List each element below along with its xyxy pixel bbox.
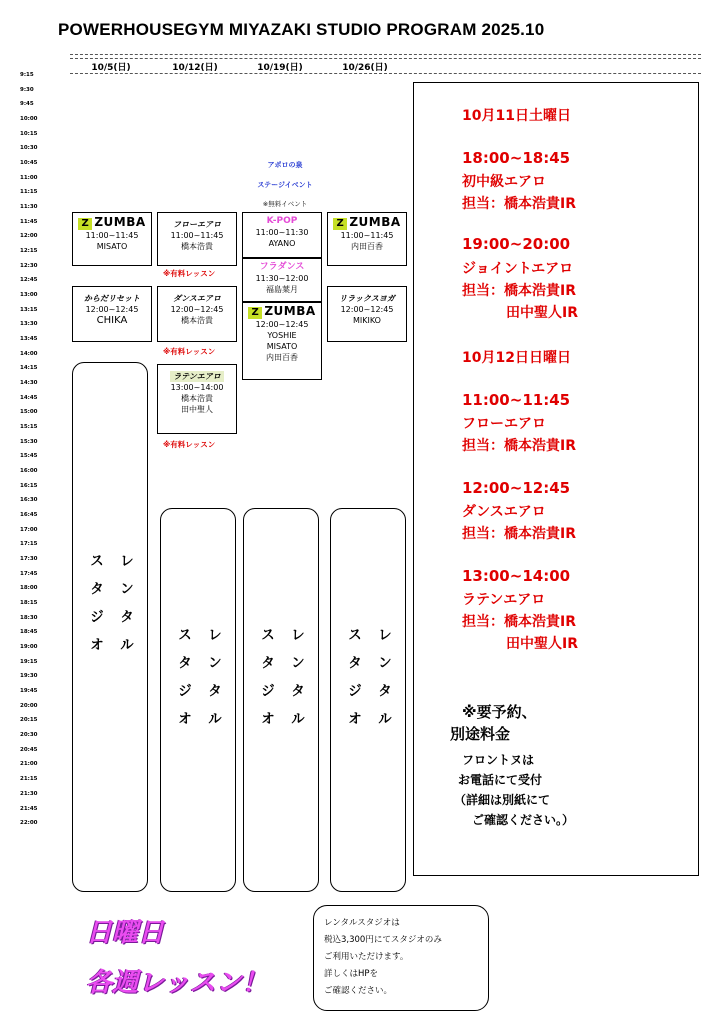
class-instructor: 内田百香 bbox=[266, 353, 298, 362]
time-label: 12:00 bbox=[20, 233, 38, 240]
rental-studio-block[interactable] bbox=[243, 508, 319, 892]
time-label: 15:15 bbox=[20, 424, 38, 431]
class-instructor: YOSHIE bbox=[267, 331, 297, 340]
class-time: 12:00~12:45 bbox=[85, 305, 139, 314]
divider bbox=[70, 54, 701, 55]
rental-studio-label: レンタル スタジオ bbox=[346, 627, 392, 739]
time-label: 19:45 bbox=[20, 688, 38, 695]
time-label: 13:00 bbox=[20, 292, 38, 299]
class-time: 11:00~11:30 bbox=[255, 228, 309, 237]
class-name: リラックスヨガ bbox=[339, 294, 395, 303]
zumba-logo: Z ZUMBA bbox=[328, 217, 406, 230]
reservation-note: （詳細は別紙にて bbox=[454, 793, 551, 807]
notice-panel bbox=[413, 82, 699, 876]
notice-class: 初中級エアロ bbox=[462, 174, 546, 190]
date-header: 10/12(日) bbox=[172, 63, 218, 73]
class-instructor: MIKIKO bbox=[353, 316, 381, 325]
class-instructor: 福島葉月 bbox=[266, 285, 298, 294]
time-label: 14:15 bbox=[20, 365, 38, 372]
time-label: 20:00 bbox=[20, 702, 38, 709]
class-instructor: 内田百香 bbox=[351, 242, 383, 251]
class-card-zumba[interactable] bbox=[327, 212, 407, 266]
class-time: 11:30~12:00 bbox=[255, 274, 309, 283]
rental-studio-label: レンタル スタジオ bbox=[176, 627, 222, 739]
class-name: フラダンス bbox=[259, 262, 305, 272]
class-time: 12:00~12:45 bbox=[255, 320, 309, 329]
class-card-zumba[interactable] bbox=[242, 302, 322, 380]
notice-staff: 担当：橋本浩貴IR bbox=[462, 526, 576, 542]
notice-staff: 担当：橋本浩貴IR bbox=[462, 438, 576, 454]
class-time: 11:00~11:45 bbox=[340, 231, 394, 240]
time-label: 12:15 bbox=[20, 248, 38, 255]
rental-studio-block[interactable] bbox=[160, 508, 236, 892]
class-name: ラテンエアロ bbox=[170, 371, 224, 382]
rental-studio-label: レンタル スタジオ bbox=[88, 553, 134, 665]
time-label: 10:45 bbox=[20, 160, 38, 167]
rental-studio-block[interactable] bbox=[330, 508, 406, 892]
time-label: 17:15 bbox=[20, 541, 38, 548]
rental-info-line: 詳しくはHPを bbox=[324, 969, 379, 979]
time-label: 16:00 bbox=[20, 468, 38, 475]
class-card-relax-yoga[interactable] bbox=[327, 286, 407, 342]
time-label: 14:00 bbox=[20, 350, 38, 357]
zumba-logo: Z ZUMBA bbox=[243, 306, 321, 319]
date-header: 10/26(日) bbox=[342, 63, 388, 73]
time-label: 9:45 bbox=[20, 101, 34, 108]
notice-time: 13:00~14:00 bbox=[462, 567, 571, 585]
time-label: 21:00 bbox=[20, 761, 38, 768]
class-time: 13:00~14:00 bbox=[170, 383, 224, 392]
class-time: 12:00~12:45 bbox=[340, 305, 394, 314]
time-label: 16:30 bbox=[20, 497, 38, 504]
rental-info-line: レンタルスタジオは bbox=[324, 918, 400, 928]
rental-info-line: ご確認ください。 bbox=[324, 986, 393, 996]
notice-staff: 担当：橋本浩貴IR bbox=[462, 614, 576, 630]
rental-info-box bbox=[313, 905, 489, 1011]
rental-studio-block[interactable] bbox=[72, 362, 148, 892]
notice-class: ラテンエアロ bbox=[462, 592, 546, 608]
notice-class: フローエアロ bbox=[462, 416, 546, 432]
class-card-zumba[interactable] bbox=[72, 212, 152, 266]
notice-staff: 担当：橋本浩貴IR bbox=[462, 283, 576, 299]
sunday-banner: 日曜日 bbox=[86, 918, 165, 948]
zumba-logo: Z ZUMBA bbox=[73, 217, 151, 230]
class-card-flow-aero[interactable] bbox=[157, 212, 237, 266]
reservation-note: ※要予約、 bbox=[462, 703, 537, 721]
page-title: POWERHOUSEGYM MIYAZAKI STUDIO PROGRAM 2025.10 bbox=[58, 20, 545, 39]
time-label: 21:30 bbox=[20, 790, 38, 797]
reservation-note: 別途料金 bbox=[450, 725, 511, 743]
class-instructor: CHIKA bbox=[96, 315, 128, 326]
time-label: 14:45 bbox=[20, 394, 38, 401]
class-instructor: 橋本浩貴 bbox=[181, 316, 213, 325]
class-instructor: 橋本浩貴 bbox=[181, 242, 213, 251]
time-label: 11:30 bbox=[20, 204, 38, 211]
notice-time: 18:00~18:45 bbox=[462, 149, 571, 167]
time-label: 11:45 bbox=[20, 218, 38, 225]
reservation-note: ご確認ください。） bbox=[472, 813, 575, 827]
time-label: 22:00 bbox=[20, 820, 38, 827]
time-label: 21:45 bbox=[20, 805, 38, 812]
paid-lesson-note: ※有料レッスン bbox=[163, 269, 216, 278]
notice-class: ジョイントエアロ bbox=[462, 261, 574, 277]
time-label: 11:15 bbox=[20, 189, 38, 196]
event-subtitle: ステージイベント bbox=[257, 181, 313, 189]
class-name: からだリセット bbox=[84, 294, 140, 303]
class-instructor: 田中聖人 bbox=[181, 405, 213, 414]
date-header: 10/5(日) bbox=[91, 63, 131, 73]
reservation-note: お電話にて受付 bbox=[458, 773, 543, 787]
time-label: 12:45 bbox=[20, 277, 38, 284]
time-label: 18:45 bbox=[20, 629, 38, 636]
notice-staff: 田中聖人IR bbox=[506, 305, 578, 321]
time-label: 17:45 bbox=[20, 570, 38, 577]
event-free-note: ※無料イベント bbox=[262, 200, 308, 208]
time-label: 17:30 bbox=[20, 556, 38, 563]
rental-info-line: ご利用いただけます。 bbox=[324, 952, 409, 962]
event-title: アポロの泉 bbox=[267, 161, 303, 169]
time-label: 11:00 bbox=[20, 174, 38, 181]
class-name: ダンスエアロ bbox=[173, 294, 221, 303]
time-label: 19:30 bbox=[20, 673, 38, 680]
notice-day: 10月12日日曜日 bbox=[462, 350, 571, 366]
time-label: 9:15 bbox=[20, 72, 34, 78]
time-label: 18:30 bbox=[20, 614, 38, 621]
time-label: 13:30 bbox=[20, 321, 38, 328]
class-instructor: 橋本浩貴 bbox=[181, 394, 213, 403]
class-time: 12:00~12:45 bbox=[170, 305, 224, 314]
time-label: 21:15 bbox=[20, 776, 38, 783]
time-label: 18:15 bbox=[20, 600, 38, 607]
date-header: 10/19(日) bbox=[257, 63, 303, 73]
notice-day: 10月11日土曜日 bbox=[462, 108, 571, 124]
paid-lesson-note: ※有料レッスン bbox=[163, 440, 216, 449]
time-label: 20:15 bbox=[20, 717, 38, 724]
time-label: 10:15 bbox=[20, 130, 38, 137]
time-label: 9:30 bbox=[20, 86, 34, 93]
paid-lesson-note: ※有料レッスン bbox=[163, 347, 216, 356]
class-card-karada-reset[interactable] bbox=[72, 286, 152, 342]
time-label: 15:00 bbox=[20, 409, 38, 416]
time-label: 10:00 bbox=[20, 116, 38, 122]
class-name: フローエアロ bbox=[173, 220, 221, 229]
reservation-note: フロントヌは bbox=[462, 753, 535, 767]
notice-time: 12:00~12:45 bbox=[462, 479, 571, 497]
rental-studio-label: レンタル スタジオ bbox=[259, 627, 305, 739]
time-label: 15:30 bbox=[20, 438, 38, 445]
time-label: 14:30 bbox=[20, 380, 38, 387]
class-name: K-POP bbox=[266, 216, 298, 226]
time-label: 19:00 bbox=[20, 644, 38, 651]
time-label: 15:45 bbox=[20, 453, 38, 460]
class-instructor: AYANO bbox=[268, 239, 296, 248]
time-label: 17:00 bbox=[20, 526, 38, 533]
notice-time: 11:00~11:45 bbox=[462, 391, 571, 409]
notice-class: ダンスエアロ bbox=[462, 504, 546, 520]
notice-staff: 担当：橋本浩貴IR bbox=[462, 196, 576, 212]
notice-time: 19:00~20:00 bbox=[462, 235, 571, 253]
time-label: 19:15 bbox=[20, 658, 38, 665]
time-label: 16:45 bbox=[20, 512, 38, 519]
class-instructor: MISATO bbox=[96, 242, 128, 251]
time-label: 12:30 bbox=[20, 262, 38, 269]
class-time: 11:00~11:45 bbox=[170, 231, 224, 240]
time-label: 18:00 bbox=[20, 585, 38, 592]
time-label: 16:15 bbox=[20, 482, 38, 489]
weekly-lesson-banner: 各週レッスン！ bbox=[86, 968, 268, 998]
time-label: 13:15 bbox=[20, 306, 38, 313]
divider bbox=[70, 58, 701, 59]
class-card-latin-aero[interactable] bbox=[157, 364, 237, 434]
time-label: 20:30 bbox=[20, 732, 38, 739]
class-card-hula[interactable] bbox=[242, 258, 322, 302]
class-time: 11:00~11:45 bbox=[85, 231, 139, 240]
time-label: 20:45 bbox=[20, 746, 38, 753]
time-label: 13:45 bbox=[20, 336, 38, 343]
class-card-dance-aero[interactable] bbox=[157, 286, 237, 342]
divider bbox=[70, 73, 701, 74]
notice-staff: 田中聖人IR bbox=[506, 636, 578, 652]
class-instructor: MISATO bbox=[266, 342, 298, 351]
time-label: 10:30 bbox=[20, 145, 38, 152]
rental-info-line: 税込3,300円にてスタジオのみ bbox=[324, 935, 442, 945]
class-card-kpop[interactable] bbox=[242, 212, 322, 258]
